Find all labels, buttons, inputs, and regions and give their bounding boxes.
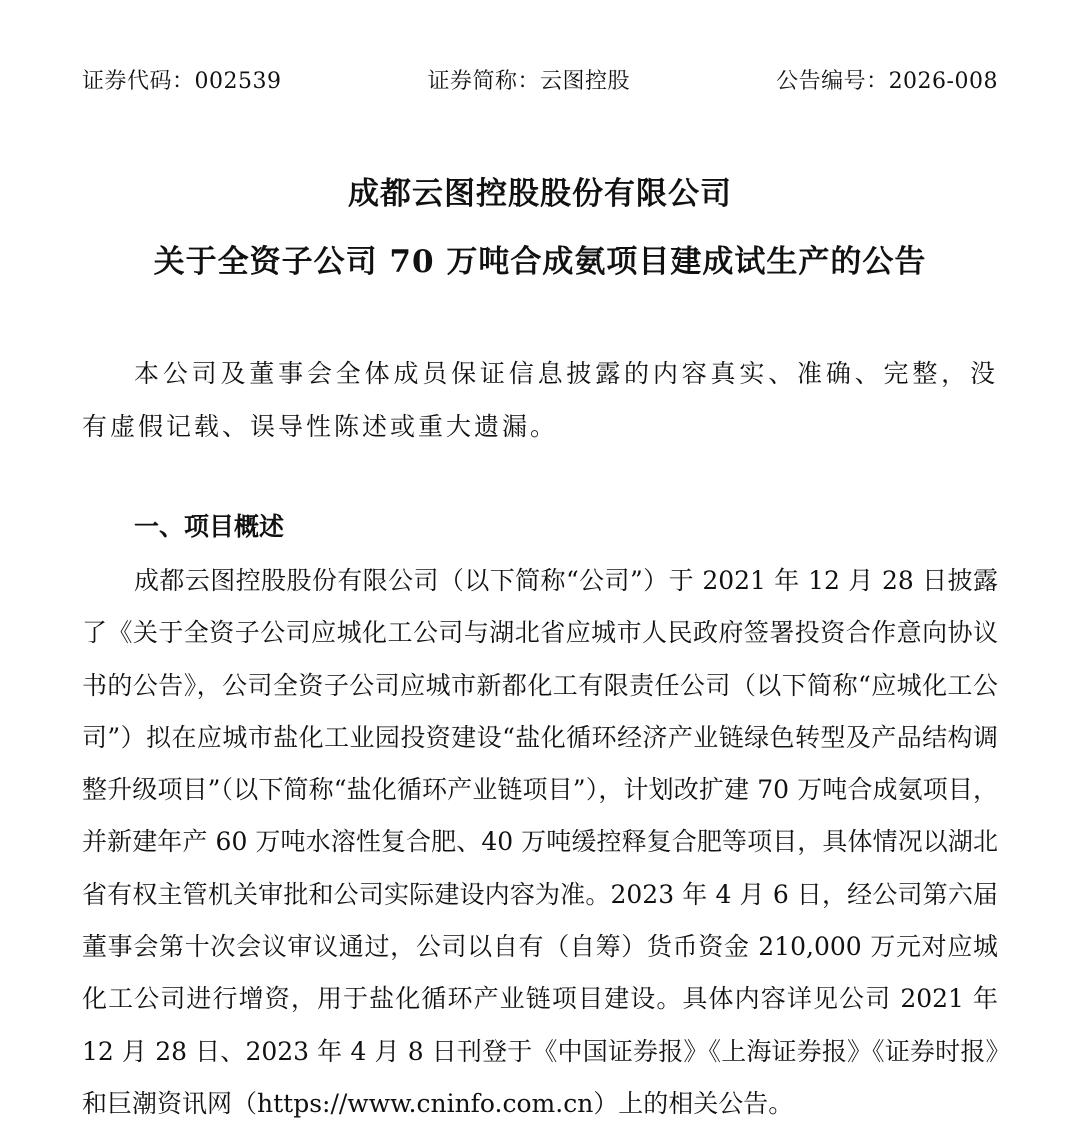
stock-abbreviation: 证券简称：云图控股 [427,68,631,94]
document-header [82,62,998,96]
project-overview-paragraph: 成都云图控股股份有限公司（以下简称“公司”）于 2021 年 12 月 28 日披露了《关于全资子公司应城化工公司与湖北省应城市人民政府签署投资合作意向协议书的公告》，公司全资子公司应城市新都化工有限责任公司（以下简称“应城化工公司”）拟在应城市盐化工业园投资建设“盐化循环经济产业链绿色转型及产品结构调整升级项目”（以下简称“盐化循环产业链项目”），计划改扩建 70 万吨合成氨项目，并新建年产 60 万吨水溶性复合肥、40 万吨缓控释复合肥等项目，具体情况以湖北省有权主管机关审批和公司实际建设内容为准。2023 年 4 月 6 日，经公司第六届董事会第十次会议审议通过，公司以自有（自筹）货币资金 210,000 万元对应城化工公司进行增资，用于盐化循环产业链项目建设。具体内容详见公司 2021 年 12 月 28 日、2023 年 4 月 8 日刊登于《中国证券报》《上海证券报》《证券时报》和巨潮资讯网（https://www.cninfo.com.cn）上的相关公告。 [82,566,998,1118]
section-heading: 一、项目概述 [134,512,285,541]
stock-code: 证券代码：002539 [82,68,282,94]
company-title: 成都云图控股股份有限公司 [348,176,732,212]
board-statement: 本公司及董事会全体成员保证信息披露的内容真实、准确、完整，没有虚假记载、误导性陈述或重大遗漏。 [82,359,998,441]
notice-number: 公告编号：2026-008 [776,68,998,94]
announcement-title: 关于全资子公司 70 万吨合成氨项目建成试生产的公告 [153,244,927,280]
